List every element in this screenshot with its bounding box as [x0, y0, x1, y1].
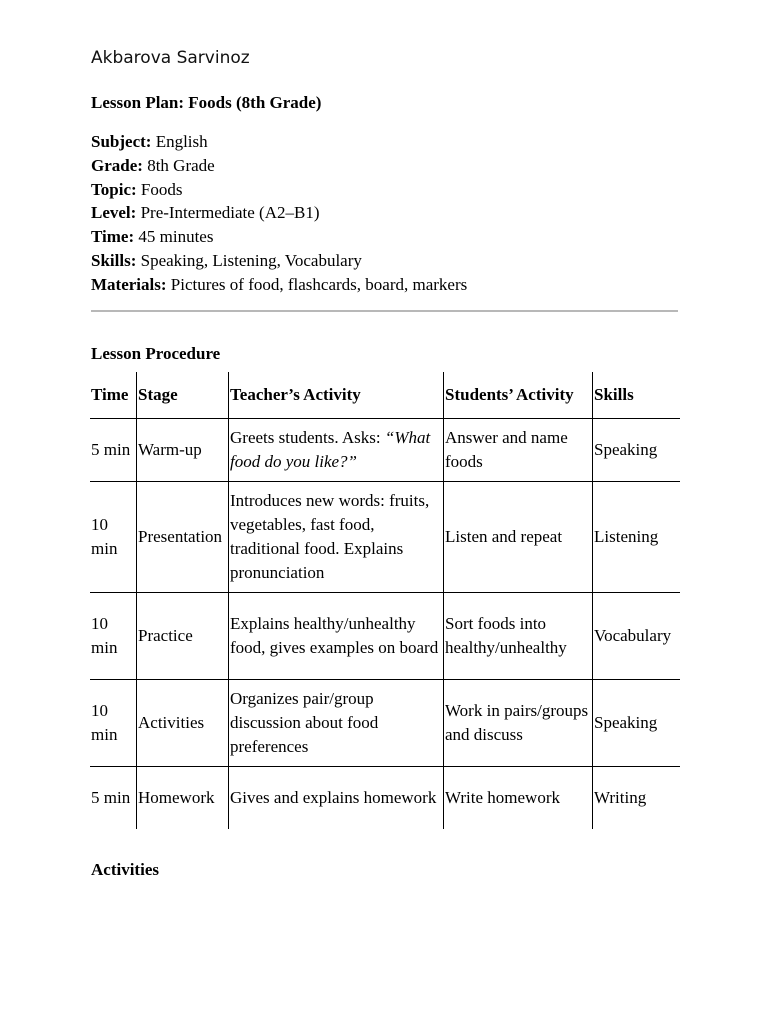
- cell-students-activity: Sort foods into healthy/unhealthy: [444, 593, 593, 680]
- lesson-plan-title: Lesson Plan: Foods (8th Grade): [91, 93, 322, 112]
- cell-skills: Listening: [593, 482, 681, 593]
- cell-time: 10 min: [90, 680, 137, 767]
- detail-time: [91, 225, 467, 249]
- cell-teacher-activity: Gives and explains homework: [229, 767, 444, 830]
- detail-label: Materials:: [91, 274, 167, 294]
- detail-grade: [91, 154, 467, 178]
- table-row: [90, 419, 680, 482]
- cell-time: 5 min: [90, 419, 137, 482]
- cell-students-activity: Work in pairs/groups and discuss: [444, 680, 593, 767]
- cell-stage: Practice: [137, 593, 229, 680]
- cell-time: 10 min: [90, 593, 137, 680]
- column-header-teacher-activity: Teacher’s Activity: [229, 372, 444, 419]
- teacher-activity-quote: “What food do you like?”: [230, 428, 431, 471]
- column-header-time: Time: [90, 372, 137, 419]
- table-row: [90, 593, 680, 680]
- column-header-skills: Skills: [593, 372, 681, 419]
- detail-label: Subject:: [91, 132, 152, 151]
- detail-value: 8th Grade: [147, 155, 215, 175]
- detail-value: English: [155, 132, 208, 151]
- cell-time: 5 min: [91, 788, 131, 807]
- table-row: [90, 767, 680, 830]
- cell-stage: Warm-up: [137, 419, 229, 482]
- cell-skills: Speaking: [593, 419, 681, 482]
- column-header-students-activity: Students’ Activity: [444, 372, 593, 419]
- cell-skills: Writing: [593, 767, 681, 830]
- detail-subject: [91, 130, 467, 154]
- detail-label: Level:: [91, 203, 137, 223]
- detail-value: Pictures of food, flashcards, board, markers: [170, 274, 468, 294]
- cell-teacher-activity: Organizes pair/group discussion about food preferences: [229, 680, 444, 767]
- detail-label: Grade:: [91, 155, 143, 175]
- cell-teacher-activity: Explains healthy/unhealthy food, gives examples on board: [229, 593, 444, 680]
- lesson-procedure-heading: Lesson Procedure: [91, 344, 221, 363]
- detail-materials: [91, 273, 467, 297]
- table-row: [90, 482, 680, 593]
- detail-label: Skills:: [91, 250, 137, 270]
- detail-value: 45 minutes: [138, 227, 214, 247]
- activities-heading: Activities: [91, 860, 159, 879]
- table-header-row: [90, 372, 680, 419]
- cell-stage: Homework: [137, 767, 229, 830]
- cell-students-activity: Answer and name foods: [444, 419, 593, 482]
- detail-topic: [91, 178, 467, 202]
- cell-students-activity: Write homework: [444, 767, 593, 830]
- cell-skills: Speaking: [593, 680, 681, 767]
- detail-value: Foods: [140, 179, 183, 199]
- cell-teacher-activity: [229, 419, 444, 482]
- cell-stage: Activities: [137, 680, 229, 767]
- detail-skills: [91, 249, 467, 273]
- detail-label: Topic:: [91, 179, 137, 199]
- table-row: [90, 680, 680, 767]
- teacher-activity-text: Greets students. Asks:: [230, 428, 385, 447]
- detail-value: Pre-Intermediate (A2–B1): [140, 203, 320, 223]
- cell-teacher-activity: Introduces new words: fruits, vegetables, fast food, traditional food. Explains pronunciation: [229, 482, 444, 593]
- detail-value: Speaking, Listening, Vocabulary: [140, 250, 362, 270]
- lesson-procedure-table: [90, 372, 680, 829]
- cell-skills: Vocabulary: [593, 593, 681, 680]
- lesson-details: [91, 130, 467, 297]
- detail-label: Time:: [91, 227, 135, 247]
- cell-stage: Presentation: [137, 482, 229, 593]
- detail-level: [91, 201, 467, 225]
- column-header-stage: Stage: [137, 372, 229, 419]
- horizontal-divider: [91, 310, 678, 312]
- author-name: Akbarova Sarvinoz: [91, 48, 250, 68]
- cell-time: 10 min: [90, 482, 137, 593]
- cell-students-activity: Listen and repeat: [444, 482, 593, 593]
